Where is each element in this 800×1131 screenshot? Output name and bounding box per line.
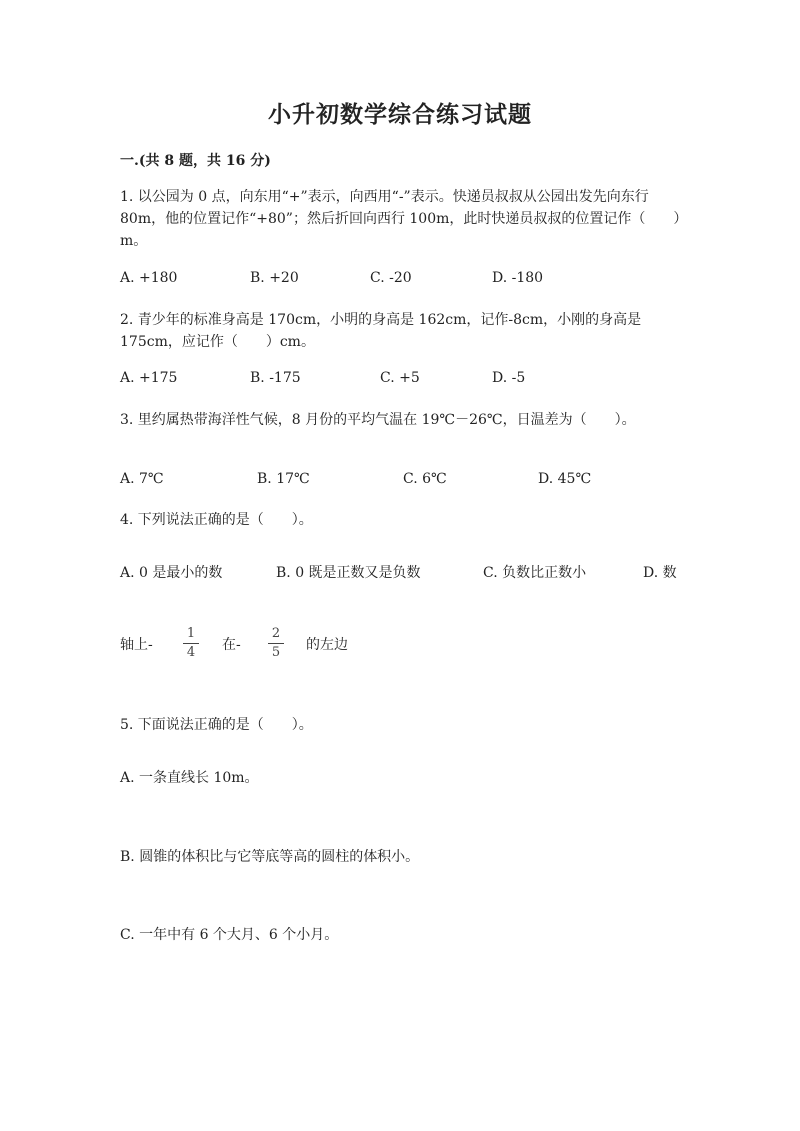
question-1-option-b[interactable]: B. +20 — [250, 270, 299, 286]
fraction-2-numerator: 2 — [271, 626, 281, 641]
question-2-option-b[interactable]: B. -175 — [250, 370, 301, 386]
section-heading: 一.(共 8 题，共 16 分) — [120, 153, 271, 169]
question-1-option-c[interactable]: C. -20 — [370, 270, 412, 286]
question-4-option-b[interactable]: B. 0 既是正数又是负数 — [276, 565, 421, 581]
fraction-2-bar — [268, 643, 284, 644]
page-title: 小升初数学综合练习试题 — [268, 101, 532, 128]
fraction-two-fifths — [268, 626, 284, 661]
question-4-option-d[interactable]: D. 数 — [643, 565, 677, 581]
fraction-1-numerator: 1 — [186, 626, 196, 641]
question-2-text: 2. 青少年的标准身高是 170cm，小明的身高是 162cm，记作-8cm，小刚的身高是 175cm，应记作（ ）cm。 — [120, 312, 642, 350]
question-1-option-d[interactable]: D. -180 — [492, 270, 544, 286]
question-2-option-d[interactable]: D. -5 — [492, 370, 526, 386]
question-5-text: 5. 下面说法正确的是（ ）。 — [120, 717, 313, 733]
fraction-1-bar — [183, 643, 199, 644]
option-d-continuation-prefix: 轴上- — [120, 637, 153, 653]
option-d-continuation-middle: 在- — [222, 637, 241, 653]
question-4-option-c[interactable]: C. 负数比正数小 — [483, 565, 587, 581]
fraction-one-quarter — [183, 626, 199, 661]
question-3-text: 3. 里约属热带海洋性气候，8 月份的平均气温在 19℃－26℃，日温差为（ ）。 — [120, 412, 636, 428]
question-2-option-c[interactable]: C. +5 — [380, 370, 420, 386]
question-3-option-a[interactable]: A. 7℃ — [120, 471, 164, 487]
question-1-text: 1. 以公园为 0 点，向东用“+”表示，向西用“-”表示。快递员叔叔从公园出发先向东行 80m，他的位置记作“+80”；然后折回向西行 100m，此时快递员叔叔的位置记作（ ）m。 — [120, 189, 681, 249]
question-5-option-b[interactable]: B. 圆锥的体积比与它等底等高的圆柱的体积小。 — [120, 849, 420, 865]
question-5-option-c[interactable]: C. 一年中有 6 个大月、6 个小月。 — [120, 927, 339, 943]
question-2-option-a[interactable]: A. +175 — [120, 370, 178, 386]
fraction-1-denominator: 4 — [186, 645, 196, 660]
question-4-text: 4. 下列说法正确的是（ ）。 — [120, 512, 313, 528]
question-3-option-c[interactable]: C. 6℃ — [403, 471, 447, 487]
question-1-option-a[interactable]: A. +180 — [120, 270, 178, 286]
question-3-option-b[interactable]: B. 17℃ — [257, 471, 310, 487]
option-d-continuation-suffix: 的左边 — [306, 637, 348, 653]
question-5-option-a[interactable]: A. 一条直线长 10m。 — [120, 770, 259, 786]
question-3-option-d[interactable]: D. 45℃ — [538, 471, 592, 487]
question-4-option-a[interactable]: A. 0 是最小的数 — [120, 565, 223, 581]
fraction-2-denominator: 5 — [271, 645, 281, 660]
